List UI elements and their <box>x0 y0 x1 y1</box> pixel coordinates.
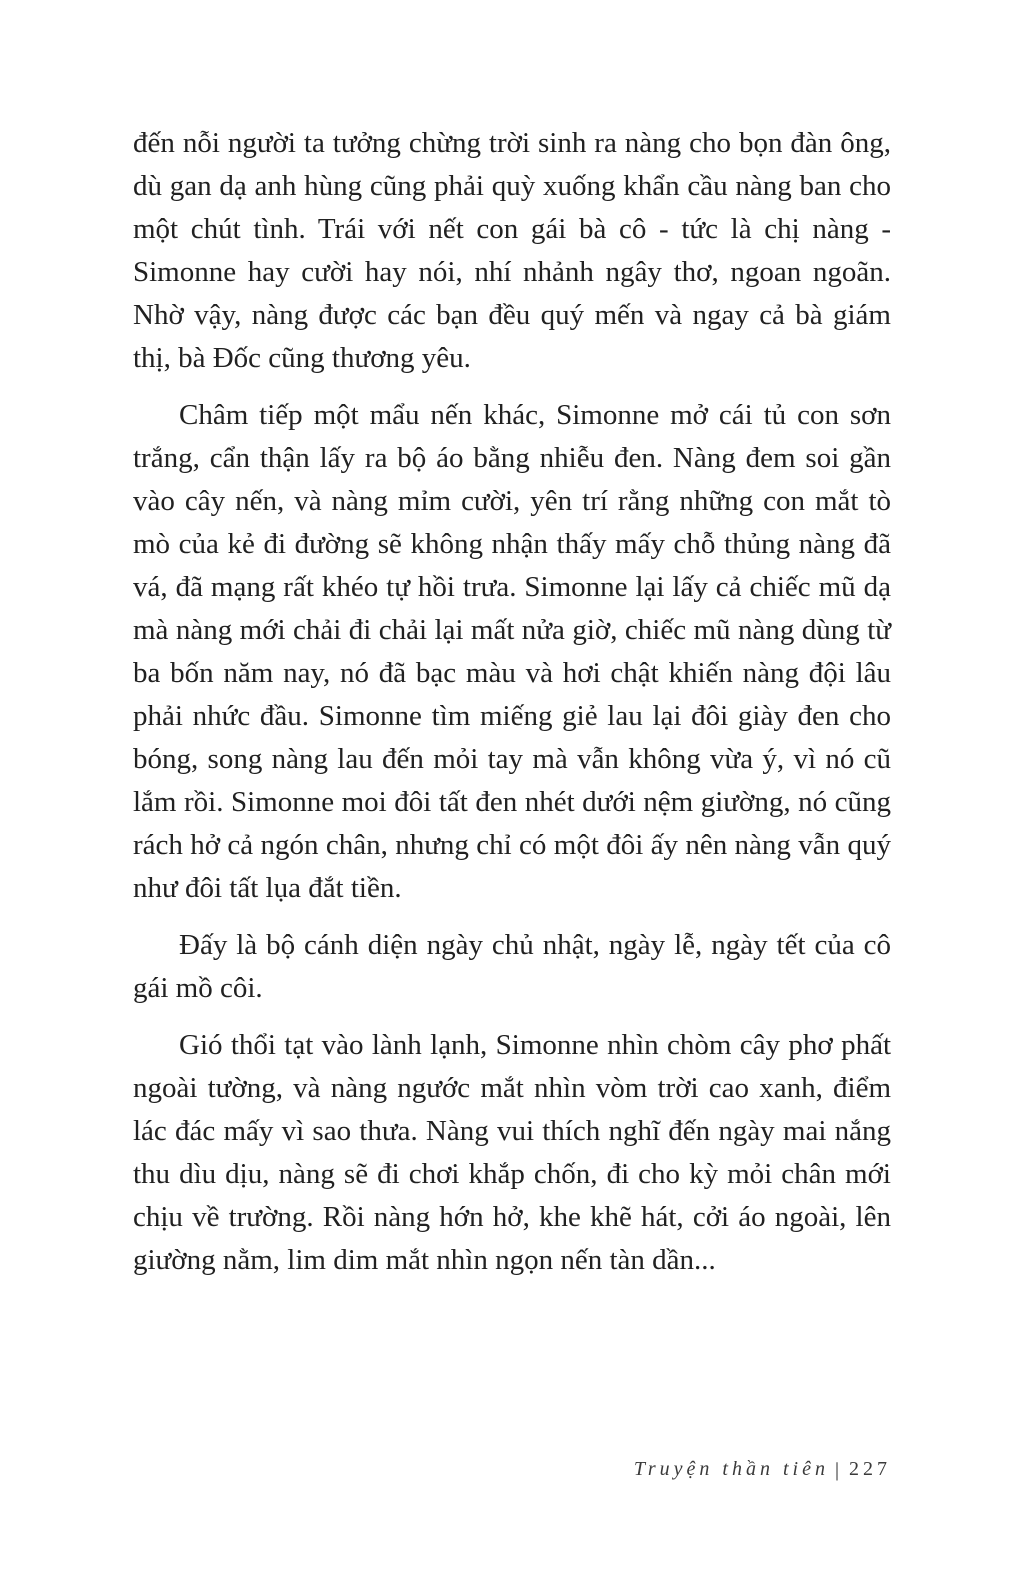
footer-separator: | <box>834 1459 839 1481</box>
paragraph: đến nỗi người ta tưởng chừng trời sinh ra nàng cho bọn đàn ông, dù gan dạ anh hùng cũng phải quỳ xuống khẩn cầu nàng ban cho một chút tình. Trái với nết con gái bà cô - tức là chị nàng - Simonne hay cười hay nói, nhí nhảnh ngây thơ, ngoan ngoãn. Nhờ vậy, nàng được các bạn đều quý mến và ngay cả bà giám thị, bà Đốc cũng thương yêu. <box>133 127 891 374</box>
paragraph: Châm tiếp một mẩu nến khác, Simonne mở cái tủ con sơn trắng, cẩn thận lấy ra bộ áo bằng nhiễu đen. Nàng đem soi gần vào cây nến, và nàng mỉm cười, yên trí rằng những con mắt tò mò của kẻ đi đường sẽ không nhận thấy mấy chỗ thủng nàng đã vá, đã mạng rất khéo tự hồi trưa. Simonne lại lấy cả chiếc mũ dạ mà nàng mới chải đi chải lại mất nửa giờ, chiếc mũ nàng dùng từ ba bốn năm nay, nó đã bạc màu và hơi chật khiến nàng đội lâu phải nhức đầu. Simonne tìm miếng giẻ lau lại đôi giày đen cho bóng, song nàng lau đến mỏi tay mà vẫn không vừa ý, vì nó cũ lắm rồi. Simonne moi đôi tất đen nhét dưới nệm giường, nó cũng rách hở cả ngón chân, nhưng chỉ có một đôi ấy nên nàng vẫn quý như đôi tất lụa đắt tiền. <box>133 399 891 904</box>
running-title: Truyện thần tiên <box>633 1458 829 1480</box>
page-text <box>133 122 891 1296</box>
page-number: 227 <box>849 1458 891 1480</box>
page-footer <box>634 1458 891 1481</box>
paragraph: Đấy là bộ cánh diện ngày chủ nhật, ngày lễ, ngày tết của cô gái mồ côi. <box>133 929 891 1004</box>
paragraph: Gió thổi tạt vào lành lạnh, Simonne nhìn chòm cây phơ phất ngoài tường, và nàng ngước mắt nhìn vòm trời cao xanh, điểm lác đác mấy vì sao thưa. Nàng vui thích nghĩ đến ngày mai nắng thu dìu dịu, nàng sẽ đi chơi khắp chốn, đi cho kỳ mỏi chân mới chịu về trường. Rồi nàng hớn hở, khe khẽ hát, cởi áo ngoài, lên giường nằm, lim dim mắt nhìn ngọn nến tàn dần... <box>133 1029 891 1276</box>
